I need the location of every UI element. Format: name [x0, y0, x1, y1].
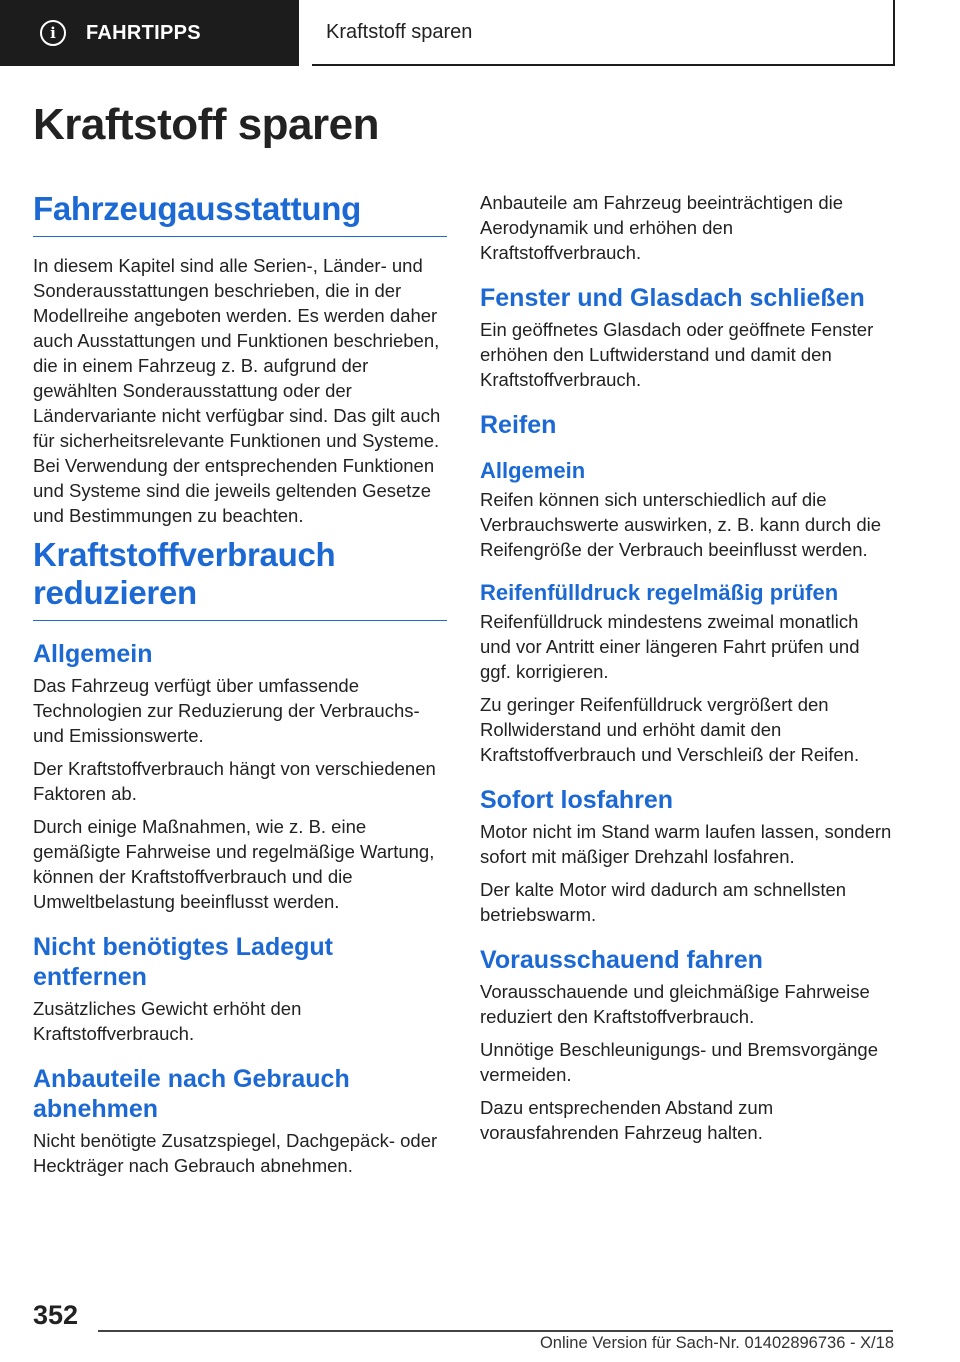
- right-column: [480, 190, 894, 1153]
- paragraph-fahrzeugausstattung: In diesem Kapitel sind alle Serien-, Länder- und Sonderausstattungen beschrieben, die in der Modellreihe angeboten werden. Es werden daher auch Ausstattungen und Funktionen beschrieben, die in einem Fahrzeug z. B. aufgrund der gewählten Sonderausstattung oder der Ländervariante nicht verfügbar sind. Das gilt auch für sicherheitsrelevante Funktionen und Systeme. Bei Verwendung der entsprechenden Funktionen und Systeme sind die jeweils geltenden Gesetze und Bestimmungen zu beachten.: [33, 255, 441, 526]
- paragraph-allgemein-2: Der Kraftstoffverbrauch hängt von verschiedenen Faktoren ab.: [33, 758, 436, 804]
- heading-sofort-losfahren: Sofort losfahren: [480, 786, 674, 814]
- heading-anbauteile: Anbauteile nach Gebrauch abnehmen: [33, 1065, 350, 1123]
- header-section-tab: [0, 0, 299, 66]
- heading-fenster-glasdach: Fenster und Glasdach schließen: [480, 284, 865, 312]
- header-topic: [312, 0, 895, 66]
- paragraph-reifen-allgemein: Reifen können sich unterschiedlich auf die Verbrauchswerte auswirken, z. B. kann durch die Reifengröße der Verbrauch beeinflusst werden.: [480, 489, 882, 560]
- paragraph-vorausschauend-2: Unnötige Beschleunigungs- und Bremsvorgänge vermeiden.: [480, 1039, 879, 1085]
- footer-version-text: Online Version für Sach-Nr. 01402896736 - X/18: [539, 1334, 894, 1352]
- header-topic-label: Kraftstoff sparen: [326, 20, 473, 43]
- heading-kraftstoffverbrauch-reduzieren: Kraftstoffverbrauch reduzieren: [33, 536, 447, 621]
- left-column: [33, 190, 447, 1186]
- paragraph-ladegut: Zusätzliches Gewicht erhöht den Kraftstoffverbrauch.: [33, 998, 302, 1044]
- heading-reifen-allgemein: Allgemein: [480, 458, 586, 483]
- heading-ladegut: Nicht benötigtes Ladegut entfernen: [33, 933, 333, 991]
- heading-vorausschauend-fahren: Vorausschauend fahren: [480, 946, 763, 974]
- paragraph-allgemein-3: Durch einige Maßnahmen, wie z. B. eine gemäßigte Fahrweise und regelmäßige Wartung, können der Kraftstoffverbrauch und die Umweltbelastung beeinflusst werden.: [33, 816, 435, 912]
- paragraph-reifenfuelldruck-2: Zu geringer Reifenfülldruck vergrößert den Rollwiderstand und erhöht damit den Kraftstoffverbrauch und Verschleiß der Reifen.: [480, 694, 860, 765]
- info-icon: i: [40, 20, 66, 46]
- paragraph-anbauteile-continued: Anbauteile am Fahrzeug beeinträchtigen die Aerodynamik und erhöhen den Kraftstoffverbrauch.: [480, 192, 844, 263]
- paragraph-anbauteile: Nicht benötigte Zusatzspiegel, Dachgepäck- oder Heckträger nach Gebrauch abnehmen.: [33, 1130, 438, 1176]
- heading-reifen: Reifen: [480, 411, 557, 439]
- paragraph-reifenfuelldruck-1: Reifenfülldruck mindestens zweimal monatlich und vor Antritt einer längeren Fahrt prüfen und ggf. korrigieren.: [480, 611, 860, 682]
- heading-allgemein: Allgemein: [33, 640, 153, 668]
- heading-fahrzeugausstattung: Fahrzeugausstattung: [33, 190, 447, 237]
- paragraph-losfahren-1: Motor nicht im Stand warm laufen lassen, sondern sofort mit mäßiger Drehzahl losfahren.: [480, 821, 892, 867]
- paragraph-fenster: Ein geöffnetes Glasdach oder geöffnete Fenster erhöhen den Luftwiderstand und damit den Kraftstoffverbrauch.: [480, 319, 874, 390]
- paragraph-losfahren-2: Der kalte Motor wird dadurch am schnellsten betriebswarm.: [480, 879, 847, 925]
- header-section-name: FAHRTIPPS: [86, 21, 201, 44]
- footer-divider: [98, 1330, 893, 1332]
- page-title: Kraftstoff sparen: [33, 100, 379, 149]
- paragraph-vorausschauend-3: Dazu entsprechenden Abstand zum vorausfahrenden Fahrzeug halten.: [480, 1097, 774, 1143]
- paragraph-allgemein-1: Das Fahrzeug verfügt über umfassende Technologien zur Reduzierung der Verbrauchs- und Emissionswerte.: [33, 675, 420, 746]
- paragraph-vorausschauend-1: Vorausschauende und gleichmäßige Fahrweise reduziert den Kraftstoffverbrauch.: [480, 981, 870, 1027]
- page-number: 352: [33, 1300, 79, 1330]
- heading-reifenfuelldruck: Reifenfülldruck regelmäßig prüfen: [480, 580, 839, 605]
